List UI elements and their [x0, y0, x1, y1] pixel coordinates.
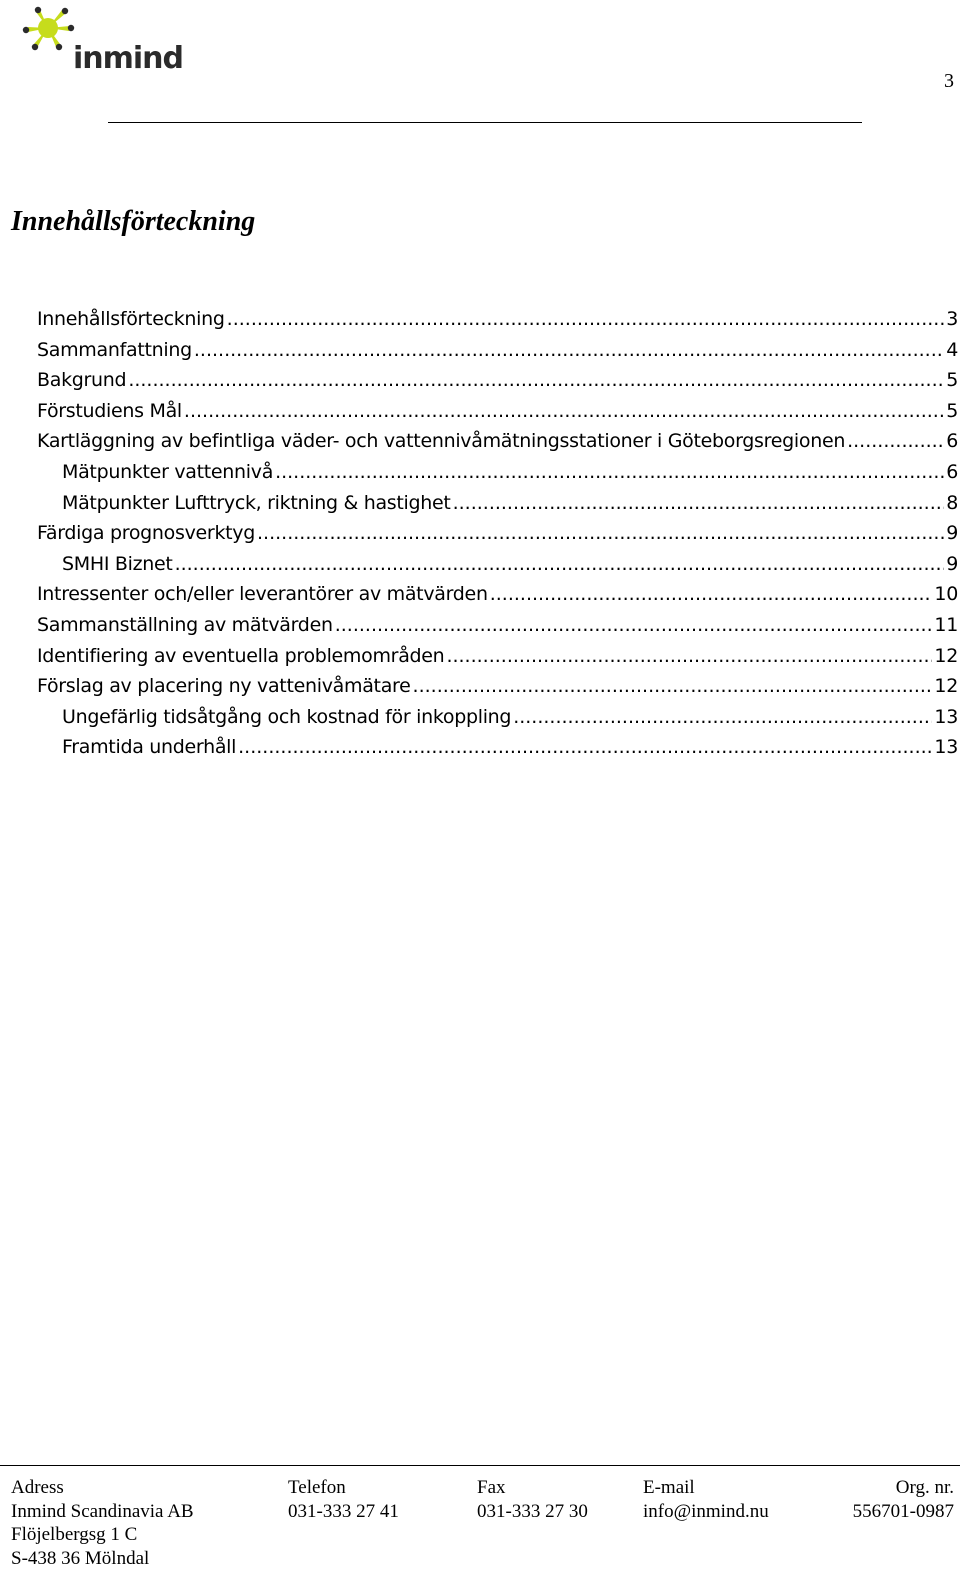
footer-org-label: Org. nr.	[895, 1477, 954, 1498]
toc-entry-title: Intressenter och/eller leverantörer av mätvärden	[37, 583, 488, 606]
footer-address-line: S-438 36 Mölndal	[11, 1547, 150, 1569]
page-number: 3	[944, 70, 954, 92]
toc-entry-page: 5	[946, 399, 958, 422]
toc-entry[interactable]	[37, 461, 958, 492]
toc-dot-leader	[413, 675, 933, 697]
toc-dot-leader	[446, 645, 932, 667]
toc-entry-page: 3	[946, 308, 958, 330]
toc-entry[interactable]	[37, 430, 958, 461]
page-title: Innehållsförteckning	[11, 206, 256, 237]
toc-entry-page: 13	[934, 705, 958, 728]
toc-dot-leader	[194, 339, 944, 361]
toc-entry-page: 5	[946, 369, 958, 392]
toc-entry-title: Förslag av placering ny vattenivåmätare	[37, 675, 411, 698]
toc-entry-page: 10	[934, 583, 958, 606]
toc-entry[interactable]	[37, 675, 958, 706]
toc-dot-leader	[275, 461, 944, 483]
footer-address-label: Adress	[11, 1477, 64, 1498]
footer-phone-label: Telefon	[288, 1477, 346, 1498]
toc-entry[interactable]	[37, 553, 958, 584]
table-of-contents	[37, 308, 958, 767]
toc-entry-page: 6	[946, 460, 958, 483]
toc-dot-leader	[257, 522, 944, 544]
toc-entry-title: Identifiering av eventuella problemområden	[37, 644, 445, 667]
footer-email-value[interactable]: info@inmind.nu	[643, 1500, 769, 1522]
logo-splash-icon	[18, 4, 78, 64]
toc-dot-leader	[513, 706, 932, 728]
footer-address	[11, 1476, 194, 1570]
toc-dot-leader	[128, 369, 944, 391]
footer-fax	[477, 1476, 588, 1523]
toc-entry-title: Kartläggning av befintliga väder- och vattennivåmätningsstationer i Göteborgsregionen	[37, 430, 846, 453]
toc-entry-title: Sammanställning av mätvärden	[37, 613, 333, 636]
toc-entry[interactable]	[37, 583, 958, 614]
toc-entry-title: Framtida underhåll	[62, 736, 237, 759]
toc-entry-page: 8	[946, 491, 958, 514]
toc-entry[interactable]	[37, 308, 958, 339]
toc-entry[interactable]	[37, 522, 958, 553]
toc-entry-title: Innehållsförteckning	[37, 308, 225, 330]
toc-entry-page: 9	[946, 522, 958, 545]
toc-entry-page: 4	[946, 338, 958, 361]
toc-entry-title: Sammanfattning	[37, 338, 192, 361]
toc-dot-leader	[175, 553, 945, 575]
toc-entry-title: SMHI Biznet	[62, 552, 173, 575]
toc-entry-title: Färdiga prognosverktyg	[37, 522, 255, 545]
toc-entry-page: 13	[934, 736, 958, 759]
toc-entry-title: Ungefärlig tidsåtgång och kostnad för inkoppling	[62, 705, 512, 728]
toc-dot-leader	[238, 736, 932, 758]
toc-dot-leader	[847, 430, 944, 452]
logo-wordmark: inmind	[73, 41, 184, 76]
footer-phone	[288, 1476, 399, 1523]
toc-entry-page: 12	[934, 644, 958, 667]
toc-entry-page: 11	[934, 613, 958, 636]
toc-entry[interactable]	[37, 400, 958, 431]
toc-entry[interactable]	[37, 706, 958, 737]
footer-divider	[0, 1465, 960, 1466]
footer-email-label: E-mail	[643, 1477, 695, 1498]
footer-fax-value: 031-333 27 30	[477, 1500, 588, 1522]
toc-entry-title: Bakgrund	[37, 369, 127, 392]
toc-entry[interactable]	[37, 339, 958, 370]
toc-entry-page: 6	[946, 430, 958, 453]
toc-dot-leader	[335, 614, 933, 636]
toc-dot-leader	[490, 583, 933, 605]
footer-email	[643, 1476, 769, 1523]
toc-entry[interactable]	[37, 736, 958, 767]
footer-phone-value: 031-333 27 41	[288, 1500, 399, 1522]
toc-entry-page: 9	[946, 552, 958, 575]
toc-entry-page: 12	[934, 675, 958, 698]
footer-address-line: Inmind Scandinavia AB	[11, 1500, 194, 1522]
toc-entry-title: Mätpunkter Lufttryck, riktning & hastighet	[62, 491, 451, 514]
toc-dot-leader	[184, 400, 944, 422]
toc-entry[interactable]	[37, 645, 958, 676]
toc-dot-leader	[453, 492, 945, 514]
footer-fax-label: Fax	[477, 1477, 506, 1498]
toc-entry[interactable]	[37, 492, 958, 523]
toc-dot-leader	[227, 308, 945, 330]
header-divider	[108, 122, 862, 123]
footer-org-number	[853, 1476, 954, 1523]
toc-entry-title: Mätpunkter vattennivå	[62, 460, 274, 483]
inmind-logo	[18, 4, 188, 88]
toc-entry-title: Förstudiens Mål	[37, 399, 182, 422]
footer-org-value: 556701-0987	[852, 1500, 954, 1522]
footer-address-line: Flöjelbergsg 1 C	[11, 1524, 138, 1545]
toc-entry[interactable]	[37, 614, 958, 645]
toc-entry[interactable]	[37, 369, 958, 400]
